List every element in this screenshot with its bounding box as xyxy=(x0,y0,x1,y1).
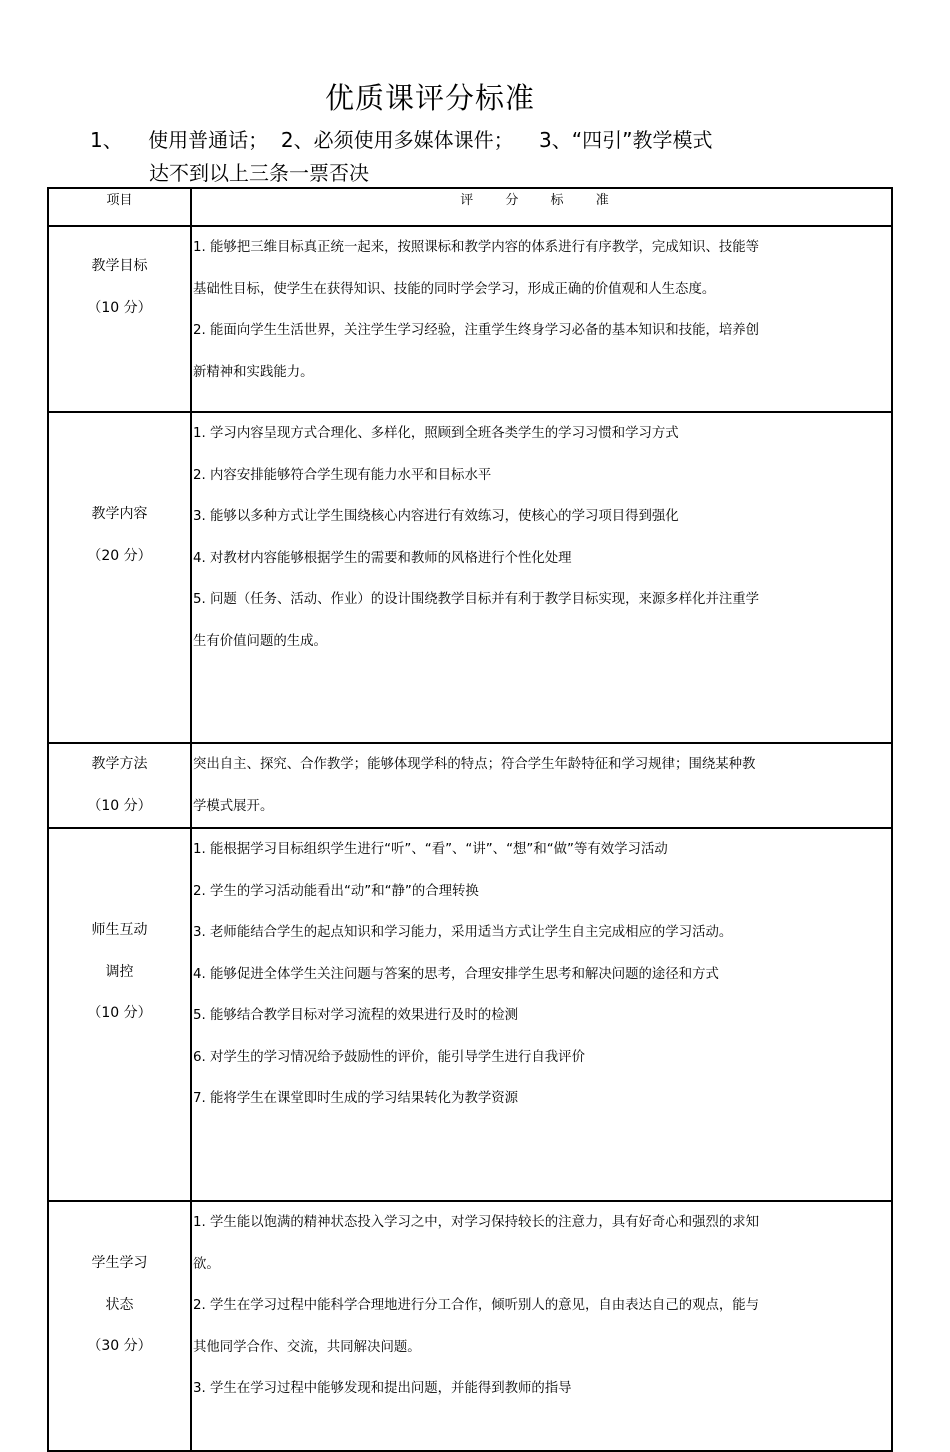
row-criteria-cell xyxy=(191,1201,892,1451)
item-name: 师生互动 xyxy=(91,922,148,938)
table-row xyxy=(48,1201,892,1451)
item-score: （20 分） xyxy=(87,547,152,564)
item-name: 教学内容 xyxy=(91,506,148,522)
table-row xyxy=(48,226,892,412)
criteria-line: 1. 能够把三维目标真正统一起来，按照课标和教学内容的体系进行有序教学，完成知识、技能等 xyxy=(193,240,760,255)
item-name: 教学目标 xyxy=(91,258,148,274)
criteria-line: 4. 能够促进全体学生关注问题与答案的思考，合理安排学生思考和解决问题的途径和方式 xyxy=(193,966,719,982)
criteria-line: 2. 内容安排能够符合学生现有能力水平和目标水平 xyxy=(193,467,492,483)
criteria-line: 2. 能面向学生生活世界，关注学生学习经验，注重学生终身学习必备的基本知识和技能，培养创 xyxy=(193,323,760,338)
document-title: 优质课评分标准 xyxy=(324,81,535,115)
criteria-line: 2. 学生的学习活动能看出“动”和“静”的合理转换 xyxy=(193,883,479,899)
table-row xyxy=(48,412,892,743)
table-header-row xyxy=(48,188,892,226)
criteria-line: 4. 对教材内容能够根据学生的需要和教师的风格进行个性化处理 xyxy=(193,550,572,566)
header-item: 项目 xyxy=(48,188,191,226)
row-item-cell xyxy=(48,1201,191,1451)
criteria-line: 学模式展开。 xyxy=(193,798,274,814)
criteria-line: 5. 能够结合教学目标对学习流程的效果进行及时的检测 xyxy=(193,1008,519,1023)
row-item-cell xyxy=(48,226,191,412)
item-score: （10 分） xyxy=(87,797,152,814)
criteria-line: 2. 学生在学习过程中能科学合理地进行分工合作，倾听别人的意见，自由表达自己的观点，能与 xyxy=(193,1298,760,1313)
criteria-line: 3. 能够以多种方式让学生围绕核心内容进行有效练习，使核心的学习项目得到强化 xyxy=(193,509,679,524)
scoring-table xyxy=(47,187,893,1452)
requirements-line-2: 达不到以上三条一票否决 xyxy=(149,161,369,185)
criteria-line: 欲。 xyxy=(193,1256,220,1272)
item-name: 学生学习 xyxy=(91,1255,148,1271)
item-name-cont: 状态 xyxy=(105,1296,134,1313)
row-criteria-cell xyxy=(191,226,892,412)
header-criteria: 评 分 标 准 xyxy=(191,188,892,226)
item-score: （30 分） xyxy=(87,1338,152,1354)
criteria-line: 7. 能将学生在课堂即时生成的学习结果转化为教学资源 xyxy=(193,1091,519,1106)
criteria-line: 5. 问题（任务、活动、作业）的设计围绕教学目标并有利于教学目标实现，来源多样化并注重学 xyxy=(193,592,760,607)
criteria-line: 基础性目标，使学生在获得知识、技能的同时学会学习，形成正确的价值观和人生态度。 xyxy=(193,281,716,297)
criteria-line: 突出自主、探究、合作教学；能够体现学科的特点；符合学生年龄特征和学习规律；围绕某种教 xyxy=(193,757,756,772)
table-row xyxy=(48,743,892,828)
row-item-cell xyxy=(48,743,191,828)
row-criteria-cell xyxy=(191,412,892,743)
criteria-line: 其他同学合作、交流，共同解决问题。 xyxy=(193,1339,421,1355)
item-name-cont: 调控 xyxy=(105,963,134,980)
item-name: 教学方法 xyxy=(91,756,148,772)
criteria-line: 6. 对学生的学习情况给予鼓励性的评价，能引导学生进行自我评价 xyxy=(193,1049,585,1065)
row-criteria-cell xyxy=(191,828,892,1201)
criteria-line: 3. 老师能结合学生的起点知识和学习能力，采用适当方式让学生自主完成相应的学习活动。 xyxy=(193,925,733,940)
table-row xyxy=(48,828,892,1201)
criteria-line: 生有价值问题的生成。 xyxy=(193,633,327,649)
requirements-line-1: 1、 使用普通话； 2、必须使用多媒体课件； 3、“四引”教学模式 xyxy=(90,128,713,152)
criteria-line: 1. 学生能以饱满的精神状态投入学习之中，对学习保持较长的注意力，具有好奇心和强烈的求知 xyxy=(193,1215,760,1230)
row-item-cell xyxy=(48,412,191,743)
criteria-line: 3. 学生在学习过程中能够发现和提出问题，并能得到教师的指导 xyxy=(193,1381,572,1396)
criteria-line: 新精神和实践能力。 xyxy=(193,364,314,380)
item-score: （10 分） xyxy=(87,1005,152,1021)
row-criteria-cell xyxy=(191,743,892,828)
criteria-line: 1. 能根据学习目标组织学生进行“听”、“看”、“讲”、“想”和“做”等有效学习活动 xyxy=(193,842,668,857)
criteria-line: 1. 学习内容呈现方式合理化、多样化，照顾到全班各类学生的学习习惯和学习方式 xyxy=(193,426,679,441)
item-score: （10 分） xyxy=(87,299,152,316)
row-item-cell xyxy=(48,828,191,1201)
